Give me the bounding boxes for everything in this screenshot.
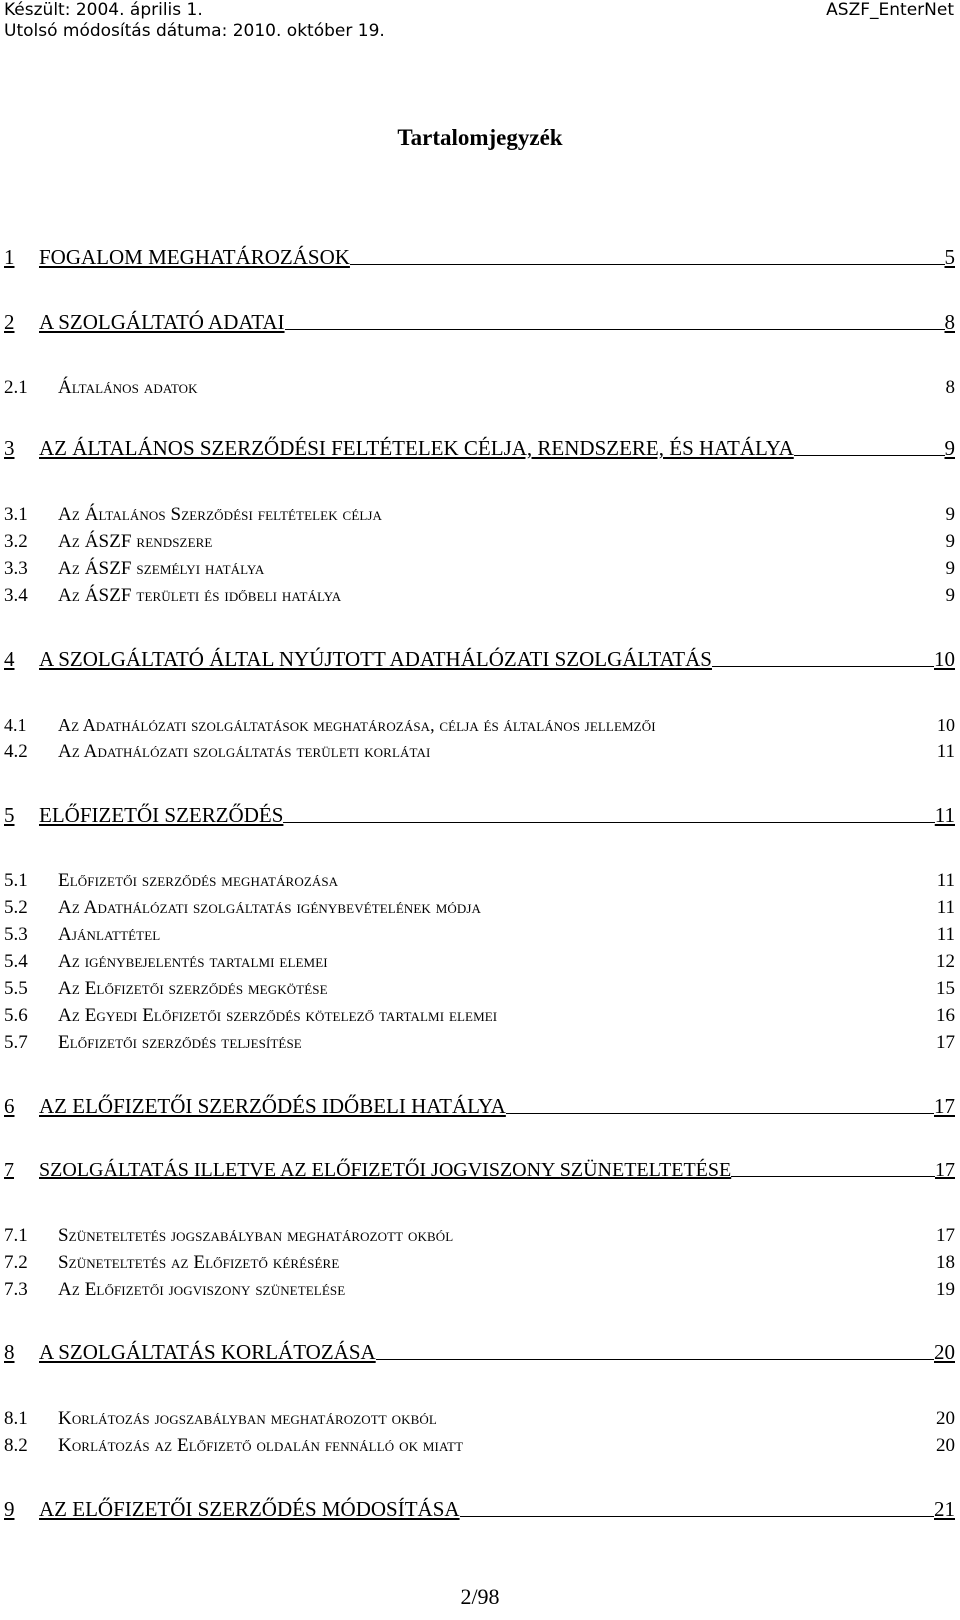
toc-entry[interactable] — [4, 640, 955, 670]
toc-entry-number: 2.1 — [4, 377, 28, 398]
header-left — [4, 0, 385, 42]
toc-entry-number: 5.7 — [4, 1032, 28, 1053]
toc-entry-number: 3.2 — [4, 531, 28, 552]
toc-entry-label: Szüneteltetés jogszabályban meghatározott okból — [58, 1225, 454, 1246]
toc-entry[interactable] — [4, 941, 955, 971]
toc-entry[interactable] — [4, 1242, 955, 1272]
toc-entry-number: 4.2 — [4, 741, 28, 762]
toc-entry-page: 17 — [935, 1159, 955, 1181]
toc-entry-number: 2 — [4, 310, 15, 334]
toc-entry-label: Ajánlattétel — [58, 924, 161, 945]
toc-leader — [794, 455, 945, 456]
toc-entry-page: 20 — [936, 1435, 955, 1456]
toc-entry-number: 3.1 — [4, 504, 28, 525]
toc-entry-page: 8 — [945, 377, 955, 398]
toc-entry-label: A SZOLGÁLTATÓ ÁLTAL NYÚJTOTT ADATHÁLÓZATI SZOLGÁLTATÁS — [39, 647, 712, 671]
toc-entry-page: 15 — [936, 978, 955, 999]
toc-leader — [350, 264, 945, 265]
toc-entry-label: FOGALOM MEGHATÁROZÁSOK — [39, 245, 350, 269]
toc-entry-label: Szüneteltetés az Előfizető kérésére — [58, 1252, 340, 1273]
toc-entry[interactable] — [4, 968, 955, 998]
toc-entry-page: 21 — [934, 1497, 955, 1521]
toc-entry-number: 7.3 — [4, 1279, 28, 1300]
toc-entry-page: 17 — [936, 1032, 955, 1053]
toc-entry-number: 5.2 — [4, 897, 28, 918]
toc-entry-number: 4.1 — [4, 715, 27, 735]
toc-entry-page: 18 — [936, 1252, 955, 1273]
toc-entry-page: 20 — [934, 1340, 955, 1364]
toc-entry-page: 8 — [944, 310, 955, 334]
toc-leader — [283, 822, 934, 823]
toc-entry-label: Az Adathálózati szolgáltatás területi korlátai — [58, 741, 431, 762]
toc-entry-number: 7.2 — [4, 1252, 28, 1273]
toc-leader — [285, 329, 945, 330]
toc-entry-page: 12 — [936, 951, 955, 972]
toc-leader — [506, 1113, 934, 1114]
toc-entry[interactable] — [4, 1490, 955, 1520]
toc-leader — [376, 1359, 934, 1360]
toc-entry[interactable] — [4, 1425, 955, 1455]
toc-entry-page: 17 — [934, 1094, 955, 1118]
toc-entry-number: 5.6 — [4, 1005, 28, 1026]
toc-entry-label: Az Általános Szerződési feltételek célja — [58, 504, 383, 525]
toc-entry-number: 5.1 — [4, 870, 28, 891]
toc-entry-label: A SZOLGÁLTATÁS KORLÁTOZÁSA — [39, 1340, 376, 1364]
toc-entry-page: 20 — [936, 1408, 955, 1429]
toc-entry-number: 3 — [4, 436, 15, 460]
toc-entry-page: 10 — [934, 647, 955, 671]
toc-entry[interactable] — [4, 796, 955, 826]
toc-entry-page: 11 — [936, 870, 955, 891]
toc-entry-number: 3.3 — [4, 558, 28, 579]
toc-entry[interactable] — [4, 521, 955, 551]
toc-entry[interactable] — [4, 914, 955, 944]
toc-entry-label: A SZOLGÁLTATÓ ADATAI — [39, 310, 285, 334]
modified-date: Utolsó módosítás dátuma: 2010. október 19. — [4, 21, 385, 41]
page-header — [0, 0, 960, 50]
toc-entry[interactable] — [4, 1150, 955, 1180]
toc-entry-page: 9 — [945, 585, 955, 606]
toc-entry-label: Az Adathálózati szolgáltatások meghatározása, célja és általános jellemzői — [58, 715, 656, 735]
toc-entry[interactable] — [4, 575, 955, 605]
toc-entry-page: 9 — [945, 558, 955, 579]
toc-entry-page: 5 — [944, 245, 955, 269]
toc-entry-label: Az Előfizetői jogviszony szünetelése — [58, 1279, 346, 1300]
toc-entry-page: 10 — [937, 715, 955, 735]
toc-entry-label: Korlátozás jogszabályban meghatározott okból — [58, 1408, 437, 1429]
toc-entry[interactable] — [4, 548, 955, 578]
toc-entry-page: 11 — [934, 803, 955, 827]
toc-entry[interactable] — [4, 995, 955, 1025]
document-id: ASZF_EnterNet — [826, 0, 954, 20]
toc-entry-label: Az Előfizetői szerződés megkötése — [58, 978, 328, 999]
toc-entry-page: 19 — [936, 1279, 955, 1300]
toc-entry-page: 11 — [936, 924, 955, 945]
toc-entry-page: 9 — [945, 531, 955, 552]
toc-entry-label: AZ ELŐFIZETŐI SZERZŐDÉS MÓDOSÍTÁSA — [39, 1497, 460, 1521]
toc-entry-number: 7.1 — [4, 1225, 28, 1246]
toc-entry[interactable] — [4, 704, 955, 734]
toc-entry-number: 8.1 — [4, 1408, 28, 1429]
toc-entry-number: 5.5 — [4, 978, 28, 999]
toc-entry-number: 9 — [4, 1497, 15, 1521]
toc-entry-number: 5.4 — [4, 951, 28, 972]
page-number: 2/98 — [460, 1584, 500, 1609]
toc-entry-label: Az Egyedi Előfizetői szerződés kötelező tartalmi elemei — [58, 1005, 498, 1026]
toc-entry-page: 16 — [936, 1005, 955, 1026]
toc-entry-label: ELŐFIZETŐI SZERZŐDÉS — [39, 803, 284, 827]
toc-entry-number: 3.4 — [4, 585, 28, 606]
toc-entry-number: 6 — [4, 1094, 15, 1118]
toc-entry-label: AZ ÁLTALÁNOS SZERZŐDÉSI FELTÉTELEK CÉLJA, RENDSZERE, ÉS HATÁLYA — [39, 436, 794, 460]
toc-entry[interactable] — [4, 887, 955, 917]
toc-entry-page: 17 — [936, 1225, 955, 1246]
toc-entry-number: 5 — [4, 803, 15, 827]
toc-entry-label: Az ÁSZF területi és időbeli hatálya — [58, 585, 342, 606]
toc-entry-number: 1 — [4, 245, 15, 269]
toc-entry[interactable] — [4, 429, 955, 459]
toc-entry-label: Előfizetői szerződés meghatározása — [58, 870, 339, 891]
toc-entry-number: 8 — [4, 1340, 15, 1364]
toc-entry[interactable] — [4, 860, 955, 890]
toc-entry[interactable] — [4, 303, 955, 333]
toc-entry[interactable] — [4, 1215, 955, 1245]
toc-entry[interactable] — [4, 238, 955, 268]
toc-entry-number: 7 — [4, 1159, 14, 1181]
toc-entry-label: Korlátozás az Előfizető oldalán fennálló ok miatt — [58, 1435, 464, 1456]
toc-entry-label: Az ÁSZF személyi hatálya — [58, 558, 265, 579]
toc-leader — [460, 1516, 934, 1517]
toc-entry[interactable] — [4, 1398, 955, 1428]
toc-entry[interactable] — [4, 1087, 955, 1117]
toc-entry[interactable] — [4, 1022, 955, 1052]
toc-entry[interactable] — [4, 1333, 955, 1363]
toc-leader — [731, 1176, 935, 1177]
toc-entry-page: 11 — [936, 741, 955, 762]
toc-entry-page: 9 — [944, 436, 955, 460]
toc-entry[interactable] — [4, 1269, 955, 1299]
toc-entry-label: AZ ELŐFIZETŐI SZERZŐDÉS IDŐBELI HATÁLYA — [39, 1094, 506, 1118]
toc-entry-page: 9 — [945, 504, 955, 525]
toc-entry-label: Az igénybejelentés tartalmi elemei — [58, 951, 328, 972]
toc-entry-label: Az Adathálózati szolgáltatás igénybevételének módja — [58, 897, 482, 918]
toc-leader — [712, 666, 934, 667]
toc-entry-label: SZOLGÁLTATÁS ILLETVE AZ ELŐFIZETŐI JOGVISZONY SZÜNETELTETÉSE — [39, 1159, 732, 1181]
toc-entry-label: Előfizetői szerződés teljesítése — [58, 1032, 302, 1053]
toc-entry-page: 11 — [936, 897, 955, 918]
toc-entry-label: Az ÁSZF rendszere — [58, 531, 213, 552]
created-date: Készült: 2004. április 1. — [4, 0, 203, 20]
toc-entry-number: 8.2 — [4, 1435, 28, 1456]
toc-entry-number: 5.3 — [4, 924, 28, 945]
toc-entry-number: 4 — [4, 647, 15, 671]
toc-entry[interactable] — [4, 731, 955, 761]
toc-title: Tartalomjegyzék — [397, 125, 563, 150]
toc-entry[interactable] — [4, 367, 955, 397]
toc-entry[interactable] — [4, 494, 955, 524]
toc-entry-label: Általános adatok — [58, 377, 198, 398]
